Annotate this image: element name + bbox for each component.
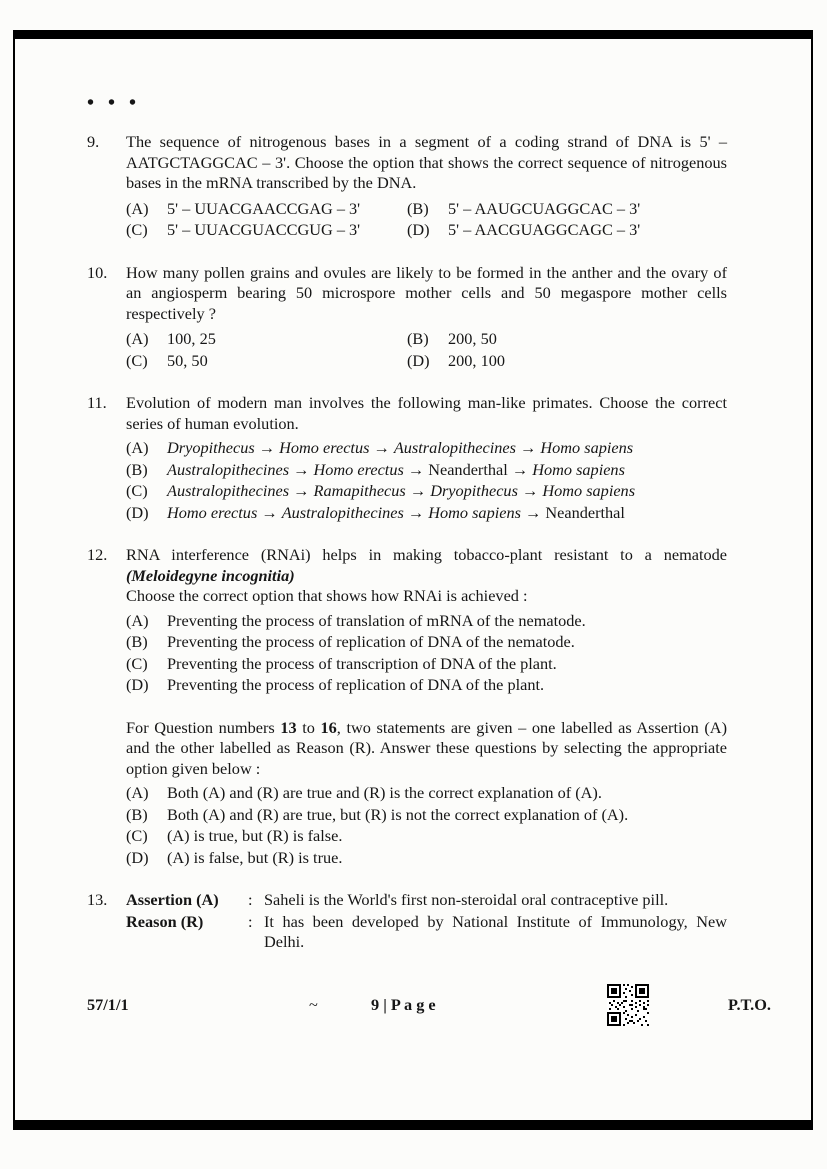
assertion-text: Saheli is the World's first non-steroidal oral contraceptive pill. — [264, 890, 669, 909]
tilde-mark: ~ — [309, 995, 318, 1014]
option-letter: (A) — [126, 198, 149, 218]
option-letter: (B) — [407, 198, 429, 218]
question-number: 12. — [87, 545, 108, 564]
question-prompt: Choose the correct option that shows how RNAi is achieved : — [126, 586, 528, 605]
options-grid — [126, 328, 727, 371]
colon: : — [248, 890, 253, 909]
option-text: 5' – UUACGAACCGAG – 3' — [167, 198, 361, 218]
option-letter: (A) — [126, 438, 149, 457]
option-letter: (B) — [407, 329, 429, 348]
options-list — [126, 611, 727, 696]
option-text: Preventing the process of transcription of DNA of the plant. — [167, 653, 557, 673]
colon: : — [248, 911, 253, 931]
option-letter: (B) — [126, 459, 148, 479]
option-text: Dryopithecus → Homo erectus → Australopithecines → Homo sapiens — [167, 438, 634, 457]
option-row — [126, 199, 407, 220]
option-row — [407, 220, 727, 241]
option-letter: (D) — [126, 502, 149, 522]
option-row — [407, 199, 727, 220]
option-text: Homo erectus → Australopithecines → Homo sapiens → Neanderthal — [167, 502, 625, 522]
option-row — [126, 654, 727, 675]
option-row — [126, 826, 727, 847]
option-row — [126, 460, 727, 481]
option-text: Australopithecines → Ramapithecus → Dryopithecus → Homo sapiens — [167, 481, 636, 500]
question-11 — [87, 393, 731, 523]
option-letter: (A) — [126, 329, 149, 348]
option-text: 200, 100 — [448, 350, 505, 370]
option-row — [126, 438, 727, 459]
option-letter: (C) — [126, 350, 148, 370]
option-row — [126, 481, 727, 502]
question-number: 13. — [87, 890, 108, 909]
option-letter: (C) — [126, 826, 148, 845]
pto-label: P.T.O. — [728, 995, 771, 1014]
option-letter: (D) — [126, 847, 149, 867]
question-text: RNA interference (RNAi) helps in making tobacco-plant resistant to a nematode (Meloidegyne incognitia) — [126, 545, 727, 585]
option-text: Both (A) and (R) are true and (R) is the correct explanation of (A). — [167, 783, 602, 802]
option-row — [126, 783, 727, 804]
reason-row — [126, 912, 727, 953]
qr-code — [607, 984, 649, 1026]
page-number: 9 | P a g e — [371, 995, 436, 1014]
assertion-instructions — [87, 718, 731, 869]
options-list — [126, 783, 727, 868]
top-bullets: • • • — [87, 92, 137, 114]
option-row — [126, 351, 407, 372]
question-number — [87, 718, 126, 869]
option-row — [126, 329, 407, 350]
option-text: 100, 25 — [167, 329, 216, 348]
option-row — [407, 329, 727, 350]
question-text: Evolution of modern man involves the following man-like primates. Choose the correct series of human evolution. — [126, 393, 727, 433]
option-row — [126, 675, 727, 696]
option-letter: (D) — [126, 675, 149, 694]
option-letter: (D) — [407, 350, 430, 370]
option-letter: (B) — [126, 804, 148, 824]
question-number: 11. — [87, 393, 107, 412]
assertion-label: Assertion (A) — [126, 890, 219, 909]
option-row — [126, 805, 727, 826]
option-text: Australopithecines → Homo erectus → Neanderthal → Homo sapiens — [167, 459, 625, 479]
option-text: Both (A) and (R) are true, but (R) is not the correct explanation of (A). — [167, 804, 629, 824]
question-9 — [87, 132, 731, 241]
reason-text: It has been developed by National Institute of Immunology, New Delhi. — [264, 911, 727, 951]
option-text: Preventing the process of translation of mRNA of the nematode. — [167, 610, 586, 630]
option-row — [126, 848, 727, 869]
option-text: 200, 50 — [448, 329, 497, 348]
option-letter: (B) — [126, 632, 148, 651]
option-letter: (A) — [126, 783, 149, 802]
option-row — [407, 351, 727, 372]
option-row — [126, 503, 727, 524]
option-text: (A) is true, but (R) is false. — [167, 826, 343, 845]
question-text: How many pollen grains and ovules are likely to be formed in the anther and the ovary of an angiosperm bearing 50 microspore mother cells and 50 megaspore mother cells respectively ? — [126, 262, 727, 323]
page-content — [15, 92, 811, 953]
instruction-text: For Question numbers 13 to 16, two statements are given – one labelled as Assertion (A) and the other labelled as Reason (R). Answer these questions by selecting the appropriate option given below : — [126, 717, 727, 778]
option-letter: (C) — [126, 653, 148, 673]
options-grid — [126, 198, 727, 241]
option-row — [126, 632, 727, 653]
question-number: 9. — [87, 132, 100, 151]
option-text: 5' – AACGUAGGCAGC – 3' — [448, 220, 641, 239]
option-row — [126, 220, 407, 241]
options-list — [126, 438, 727, 523]
question-text: The sequence of nitrogenous bases in a segment of a coding strand of DNA is 5' – AATGCTAGGCAC – 3'. Choose the option that shows the correct sequence of nitrogenous bases in the mRNA transcribed by the DNA. — [126, 132, 727, 192]
option-text: Preventing the process of replication of DNA of the nematode. — [167, 632, 575, 651]
option-letter: (A) — [126, 610, 149, 630]
question-10 — [87, 263, 731, 372]
option-text: 50, 50 — [167, 350, 208, 370]
assertion-row — [126, 890, 727, 911]
reason-label: Reason (R) — [126, 911, 204, 931]
question-13 — [87, 890, 731, 953]
option-text: Preventing the process of replication of DNA of the plant. — [167, 675, 545, 694]
option-text: 5' – AAUGCUAGGCAC – 3' — [448, 198, 641, 218]
option-text: 5' – UUACGUACCGUG – 3' — [167, 220, 361, 239]
question-number: 10. — [87, 262, 108, 282]
option-letter: (D) — [407, 220, 430, 239]
question-12 — [87, 545, 731, 696]
page-frame — [13, 30, 813, 1130]
option-letter: (C) — [126, 220, 148, 239]
option-row — [126, 611, 727, 632]
option-letter: (C) — [126, 481, 148, 500]
paper-code: 57/1/1 — [87, 995, 129, 1014]
option-text: (A) is false, but (R) is true. — [167, 847, 343, 867]
